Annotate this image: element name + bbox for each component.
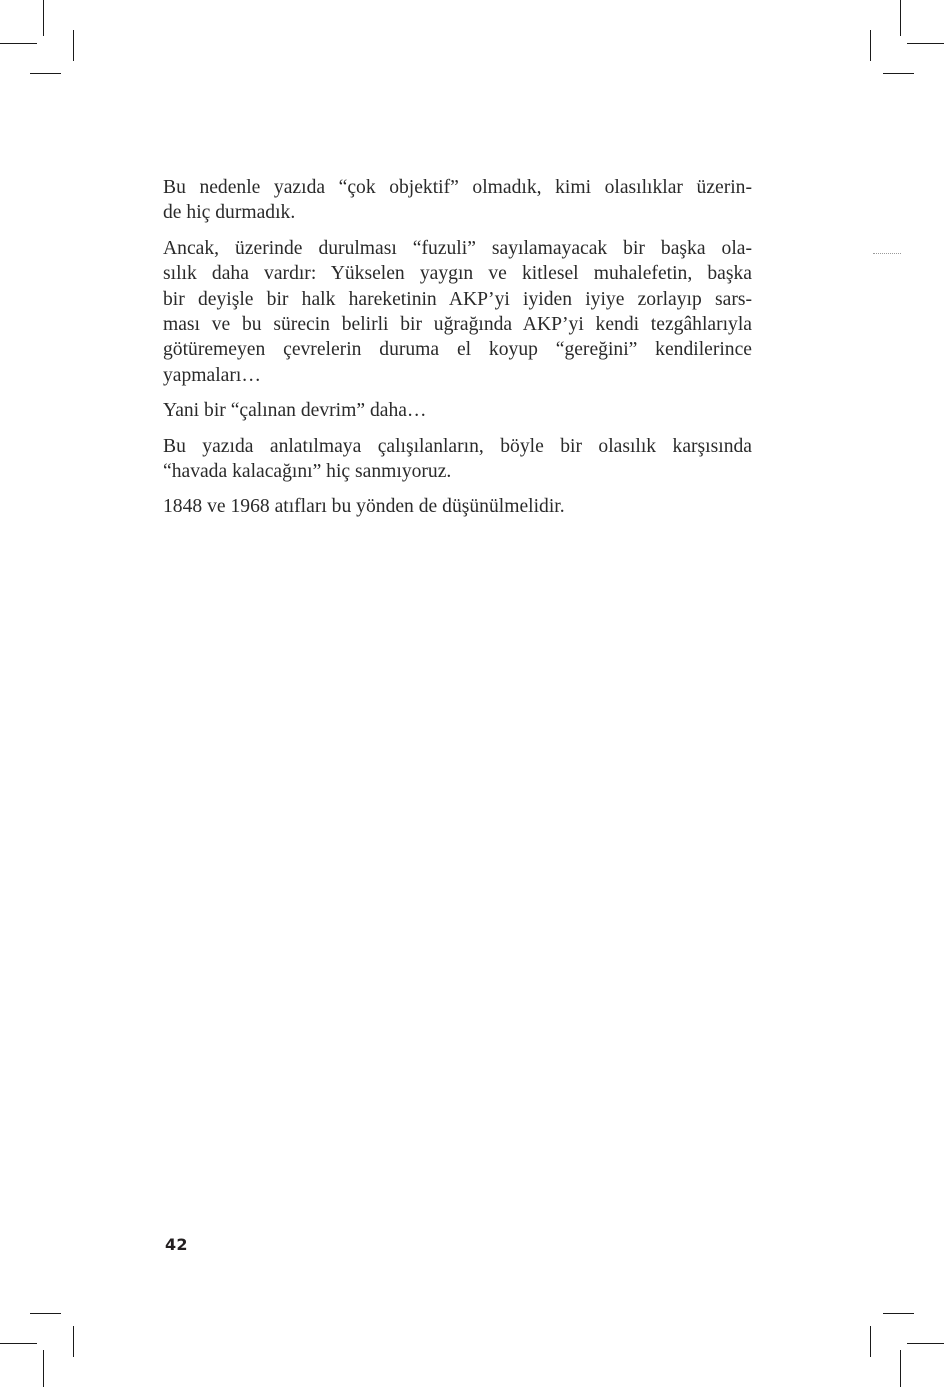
crop-mark-top-left-horizontal-outer (0, 43, 37, 44)
paragraph-1 (163, 175, 752, 226)
crop-mark-top-right-vertical-inner (870, 30, 871, 61)
line: bir deyişle bir halk hareketinin AKP’yi iyiden iyiye zorlayıp sars- (163, 288, 752, 310)
line: ması ve bu sürecin belirli bir uğrağında AKP’yi kendi tezgâhlarıyla (163, 314, 752, 336)
crop-mark-top-left-horizontal-inner (30, 73, 61, 74)
crop-mark-bottom-left-horizontal-outer (0, 1343, 37, 1344)
line: Bu yazıda anlatılmaya çalışılanların, böyle bir olasılık karşısında (163, 435, 752, 457)
crop-mark-bottom-right-vertical-inner (870, 1326, 871, 1357)
paragraph-4 (163, 434, 752, 485)
crop-mark-top-left-vertical-outer (43, 0, 44, 36)
crop-mark-top-right-horizontal-outer (907, 43, 944, 44)
paragraph-5 (163, 494, 752, 519)
line: Bu nedenle yazıda “çok objektif” olmadık, kimi olasılıklar üzerin- (163, 177, 752, 198)
crop-mark-bottom-right-vertical-outer (900, 1350, 901, 1387)
paragraph-3 (163, 398, 752, 423)
page-number: 42 (165, 1235, 188, 1254)
paragraph-2 (163, 236, 752, 388)
crop-mark-bottom-left-vertical-outer (43, 1350, 44, 1387)
line: Yani bir “çalınan devrim” daha… (163, 400, 427, 422)
crop-mark-bottom-right-horizontal-inner (883, 1313, 914, 1314)
margin-dotted-mark (873, 253, 901, 254)
line: “havada kalacağını” hiç sanmıyoruz. (163, 461, 452, 483)
line: 1848 ve 1968 atıfları bu yönden de düşünülmelidir. (163, 496, 565, 518)
line: yapmaları… (163, 364, 261, 386)
line: götüremeyen çevrelerin duruma el koyup “gereğini” kendilerince (163, 339, 752, 361)
line: Ancak, üzerinde durulması “fuzuli” sayılamayacak bir başka ola- (163, 237, 752, 259)
line: de hiç durmadık. (163, 202, 296, 224)
crop-mark-bottom-right-horizontal-outer (907, 1343, 944, 1344)
crop-mark-top-right-horizontal-inner (883, 73, 914, 74)
crop-mark-top-right-vertical-outer (900, 0, 901, 36)
line: sılık daha vardır: Yükselen yaygın ve kitlesel muhalefetin, başka (163, 263, 752, 285)
crop-mark-bottom-left-horizontal-inner (30, 1313, 61, 1314)
body-text (163, 175, 752, 530)
crop-mark-bottom-left-vertical-inner (73, 1326, 74, 1357)
crop-mark-top-left-vertical-inner (73, 30, 74, 61)
